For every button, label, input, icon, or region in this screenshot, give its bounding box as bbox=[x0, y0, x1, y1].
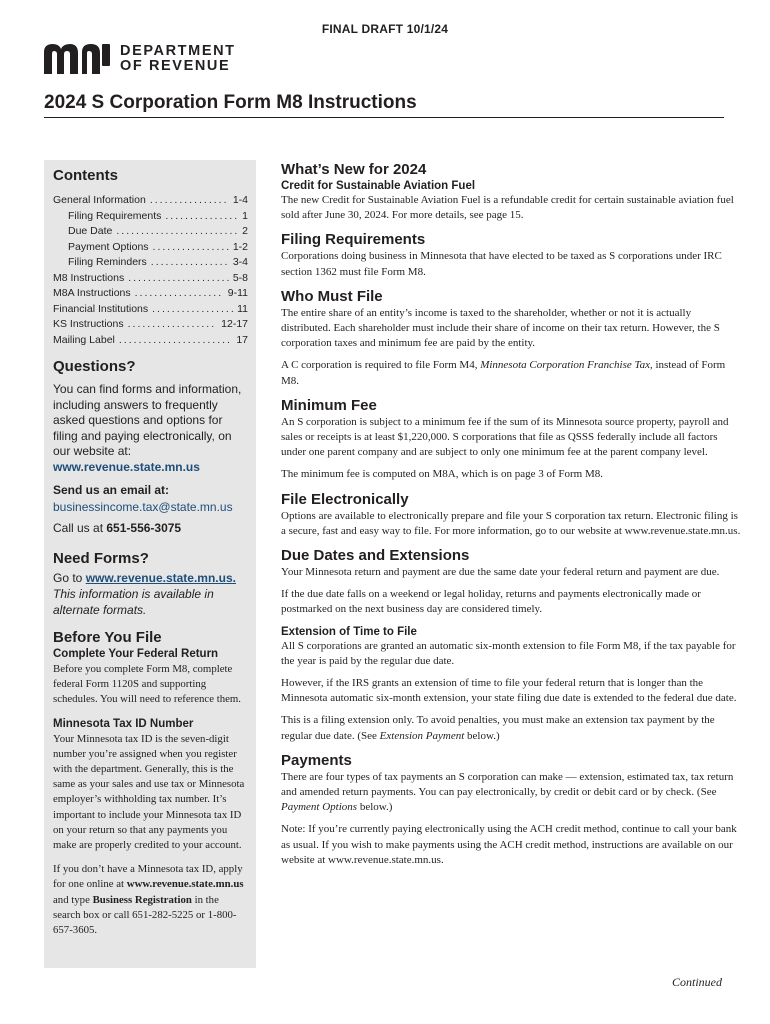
payments-text bbox=[281, 770, 741, 816]
toc-leader bbox=[128, 271, 229, 287]
table-of-contents bbox=[53, 193, 248, 348]
toc-item[interactable] bbox=[53, 333, 248, 349]
need-forms-line bbox=[53, 571, 248, 587]
toc-page: 2 bbox=[242, 225, 248, 237]
toc-page: 5-8 bbox=[232, 271, 248, 284]
no-tax-id-part1: If you don’t have a Minnesota tax ID, apply for one online at bbox=[53, 863, 243, 891]
toc-leader bbox=[152, 302, 233, 318]
extension-payment-ref: Extension Payment bbox=[379, 729, 465, 742]
questions-body: You can find forms and information, including answers to frequently asked questions and options for filing and paying electronically, on our website at: bbox=[53, 382, 242, 458]
continued-label: Continued bbox=[672, 975, 722, 989]
toc-label: Due Date bbox=[68, 225, 113, 237]
toc-page: 11 bbox=[237, 302, 248, 315]
title-divider bbox=[44, 117, 724, 118]
toc-leader bbox=[153, 240, 229, 256]
file-electronically-heading: File Electronically bbox=[281, 490, 409, 508]
toc-leader bbox=[119, 333, 232, 349]
payments-heading: Payments bbox=[281, 751, 352, 769]
toc-page: 9-11 bbox=[227, 287, 248, 299]
toc-leader bbox=[150, 193, 229, 209]
extension-text-2: However, if the IRS grants an extension of time to file your federal return that is longer than the Minnesota automatic six-month extension, your state filing due date is extended to the federal due date. bbox=[281, 677, 737, 705]
contents-heading: Contents bbox=[53, 167, 118, 184]
mn-logo-icon bbox=[44, 44, 110, 74]
toc-leader bbox=[116, 224, 238, 240]
c-corp-note bbox=[281, 358, 741, 388]
saf-text: The new Credit for Sustainable Aviation Fuel is a refundable credit for certain sustainable aviation fuel sold after June 30, 2024. For more details, see page 15. bbox=[281, 194, 734, 222]
toc-item[interactable] bbox=[53, 255, 248, 271]
toc-label: M8A Instructions bbox=[53, 287, 131, 299]
filing-requirements-heading: Filing Requirements bbox=[281, 231, 426, 249]
email-label: Send us an email at: bbox=[53, 483, 170, 497]
no-tax-id-link[interactable]: www.revenue.state.mn.us bbox=[126, 878, 244, 891]
who-must-file-heading: Who Must File bbox=[281, 287, 383, 305]
need-forms-prefix: Go to bbox=[53, 570, 83, 585]
minimum-fee-text-2: The minimum fee is computed on M8A, which is on page 3 of Form M8. bbox=[281, 468, 604, 481]
payments-text-b: below.) bbox=[359, 801, 393, 814]
complete-federal-text: Before you complete Form M8, complete federal Form 1120S and supporting schedules. You will need to reference them. bbox=[53, 663, 241, 706]
toc-label: Mailing Label bbox=[53, 333, 115, 346]
toc-page: 17 bbox=[236, 333, 248, 346]
toc-page: 3-4 bbox=[232, 256, 248, 268]
toc-page: 12-17 bbox=[221, 318, 248, 330]
questions-text bbox=[53, 382, 248, 475]
filing-requirements-text: Corporations doing business in Minnesota that have elected to be taxed as S corporations under IRC section 1362 must file Form M8. bbox=[281, 250, 722, 278]
mn-revenue-logo bbox=[44, 44, 236, 74]
toc-page: 1-2 bbox=[232, 240, 248, 253]
page-title: 2024 S Corporation Form M8 Instructions bbox=[44, 92, 417, 113]
website-link[interactable]: www.revenue.state.mn.us bbox=[53, 459, 200, 474]
toc-item[interactable] bbox=[53, 317, 248, 333]
payment-options-ref: Payment Options bbox=[281, 801, 358, 814]
c-corp-part1: A C corporation is required to file Form M4, bbox=[281, 359, 478, 372]
alt-formats-note: This information is available in alternate formats. bbox=[53, 587, 214, 617]
no-tax-id-text bbox=[53, 862, 248, 938]
complete-federal-heading: Complete Your Federal Return bbox=[53, 648, 219, 660]
toc-leader bbox=[135, 286, 224, 302]
toc-label: Payment Options bbox=[68, 240, 149, 253]
toc-page: 1 bbox=[242, 209, 248, 222]
minimum-fee-text: An S corporation is subject to a minimum fee if the sum of its Minnesota source property, payroll and sales or receipts is at least $1,220,000. S corporations that file as QSSS federally include all factors under one parent company and are subject to only one minimum fee at the parent company level. bbox=[281, 415, 729, 459]
extension-text: All S corporations are granted an automatic six-month extension to file Form M8, if the tax payable for the year is paid by the regular due date. bbox=[281, 639, 736, 667]
due-dates-text-2: If the due date falls on a weekend or legal holiday, returns and payments electronically made or postmarked on the next business day are considered timely. bbox=[281, 588, 701, 616]
no-tax-id-part3: in the search box or call 651-282-5225 or 1-800-657-3605. bbox=[53, 893, 237, 937]
toc-leader bbox=[165, 209, 238, 225]
before-you-file-heading: Before You File bbox=[53, 629, 162, 646]
need-forms-link[interactable]: www.revenue.state.mn.us. bbox=[85, 570, 236, 585]
need-forms-heading: Need Forms? bbox=[53, 549, 149, 567]
no-tax-id-part2: and type bbox=[53, 893, 90, 906]
toc-label: Financial Institutions bbox=[53, 302, 149, 315]
phone-line bbox=[53, 521, 248, 537]
call-prefix: Call us at bbox=[53, 521, 104, 535]
extension-text-3b: below.) bbox=[467, 729, 500, 742]
toc-item[interactable] bbox=[53, 209, 248, 225]
logo-line-2: OF REVENUE bbox=[120, 58, 231, 74]
toc-item[interactable] bbox=[53, 271, 248, 287]
email-link[interactable]: businessincome.tax@state.mn.us bbox=[53, 499, 233, 514]
toc-label: M8 Instructions bbox=[53, 271, 125, 284]
toc-label: Filing Reminders bbox=[68, 256, 147, 268]
toc-item[interactable] bbox=[53, 240, 248, 256]
phone-number[interactable]: 651-556-3075 bbox=[106, 521, 182, 535]
c-corp-form-name: Minnesota Corporation Franchise Tax, bbox=[480, 359, 653, 372]
due-dates-heading: Due Dates and Extensions bbox=[281, 547, 470, 565]
who-must-file-text: The entire share of an entity’s income is taxed to the shareholder, whether or not it is actually distributed. Each shareholder must include their share of income on their tax return. However, the S corporation taxes and minimum fee are paid by the entity. bbox=[281, 306, 720, 350]
payments-note: Note: If you’re currently paying electronically using the ACH credit method, continue to call your bank as usual. If you wish to make payments using the ACH credit method, instructions are available on our website at www.revenue.state.mn.us. bbox=[281, 823, 737, 866]
draft-label: FINAL DRAFT 10/1/24 bbox=[321, 22, 449, 36]
toc-label: KS Instructions bbox=[53, 318, 124, 330]
whats-new-heading: What’s New for 2024 bbox=[281, 161, 427, 178]
toc-item[interactable] bbox=[53, 286, 248, 302]
toc-leader bbox=[128, 317, 218, 333]
file-electronically-text: Options are available to electronically prepare and file your S corporation tax return. Electronic filing is a secure, fast and easy way to file. For more information, go to our website at www.revenue.state.mn.us. bbox=[281, 509, 741, 537]
toc-label: General Information bbox=[53, 194, 146, 206]
saf-heading: Credit for Sustainable Aviation Fuel bbox=[281, 180, 476, 192]
extension-heading: Extension of Time to File bbox=[281, 625, 417, 638]
toc-item[interactable] bbox=[53, 224, 248, 240]
minimum-fee-heading: Minimum Fee bbox=[281, 396, 377, 414]
toc-item[interactable] bbox=[53, 302, 248, 318]
due-dates-text: Your Minnesota return and payment are due the same date your federal return and payment are due. bbox=[281, 566, 720, 579]
main-content bbox=[281, 160, 741, 868]
payments-text-a: There are four types of tax payments an S corporation can make — extension, estimated tax, tax return and amended return payments. You can pay electronically, by credit or debit card or by check. (See bbox=[281, 770, 734, 799]
questions-heading: Questions? bbox=[53, 358, 136, 375]
toc-item[interactable] bbox=[53, 193, 248, 209]
extension-text-3a: This is a filing extension only. To avoid penalties, you must make an extension tax payment by the regular due date. (See bbox=[281, 714, 715, 742]
extension-text-3 bbox=[281, 713, 741, 743]
toc-page: 1-4 bbox=[232, 194, 248, 206]
tax-id-heading: Minnesota Tax ID Number bbox=[53, 717, 194, 730]
tax-id-text: Your Minnesota tax ID is the seven-digit number you’re assigned when you register with the department. Generally, this is the same as your sales and use tax or Minnesota employer’s withholding tax number. It’s important to include your Minnesota tax ID on your return so that any payments you make are properly credited to your account. bbox=[53, 732, 245, 852]
business-registration: Business Registration bbox=[92, 893, 192, 906]
toc-label: Filing Requirements bbox=[68, 209, 162, 222]
c-corp-part2: instead of Form M8. bbox=[281, 359, 726, 387]
logo-line-1: DEPARTMENT bbox=[120, 43, 236, 59]
toc-leader bbox=[151, 255, 229, 271]
sidebar bbox=[44, 160, 256, 968]
